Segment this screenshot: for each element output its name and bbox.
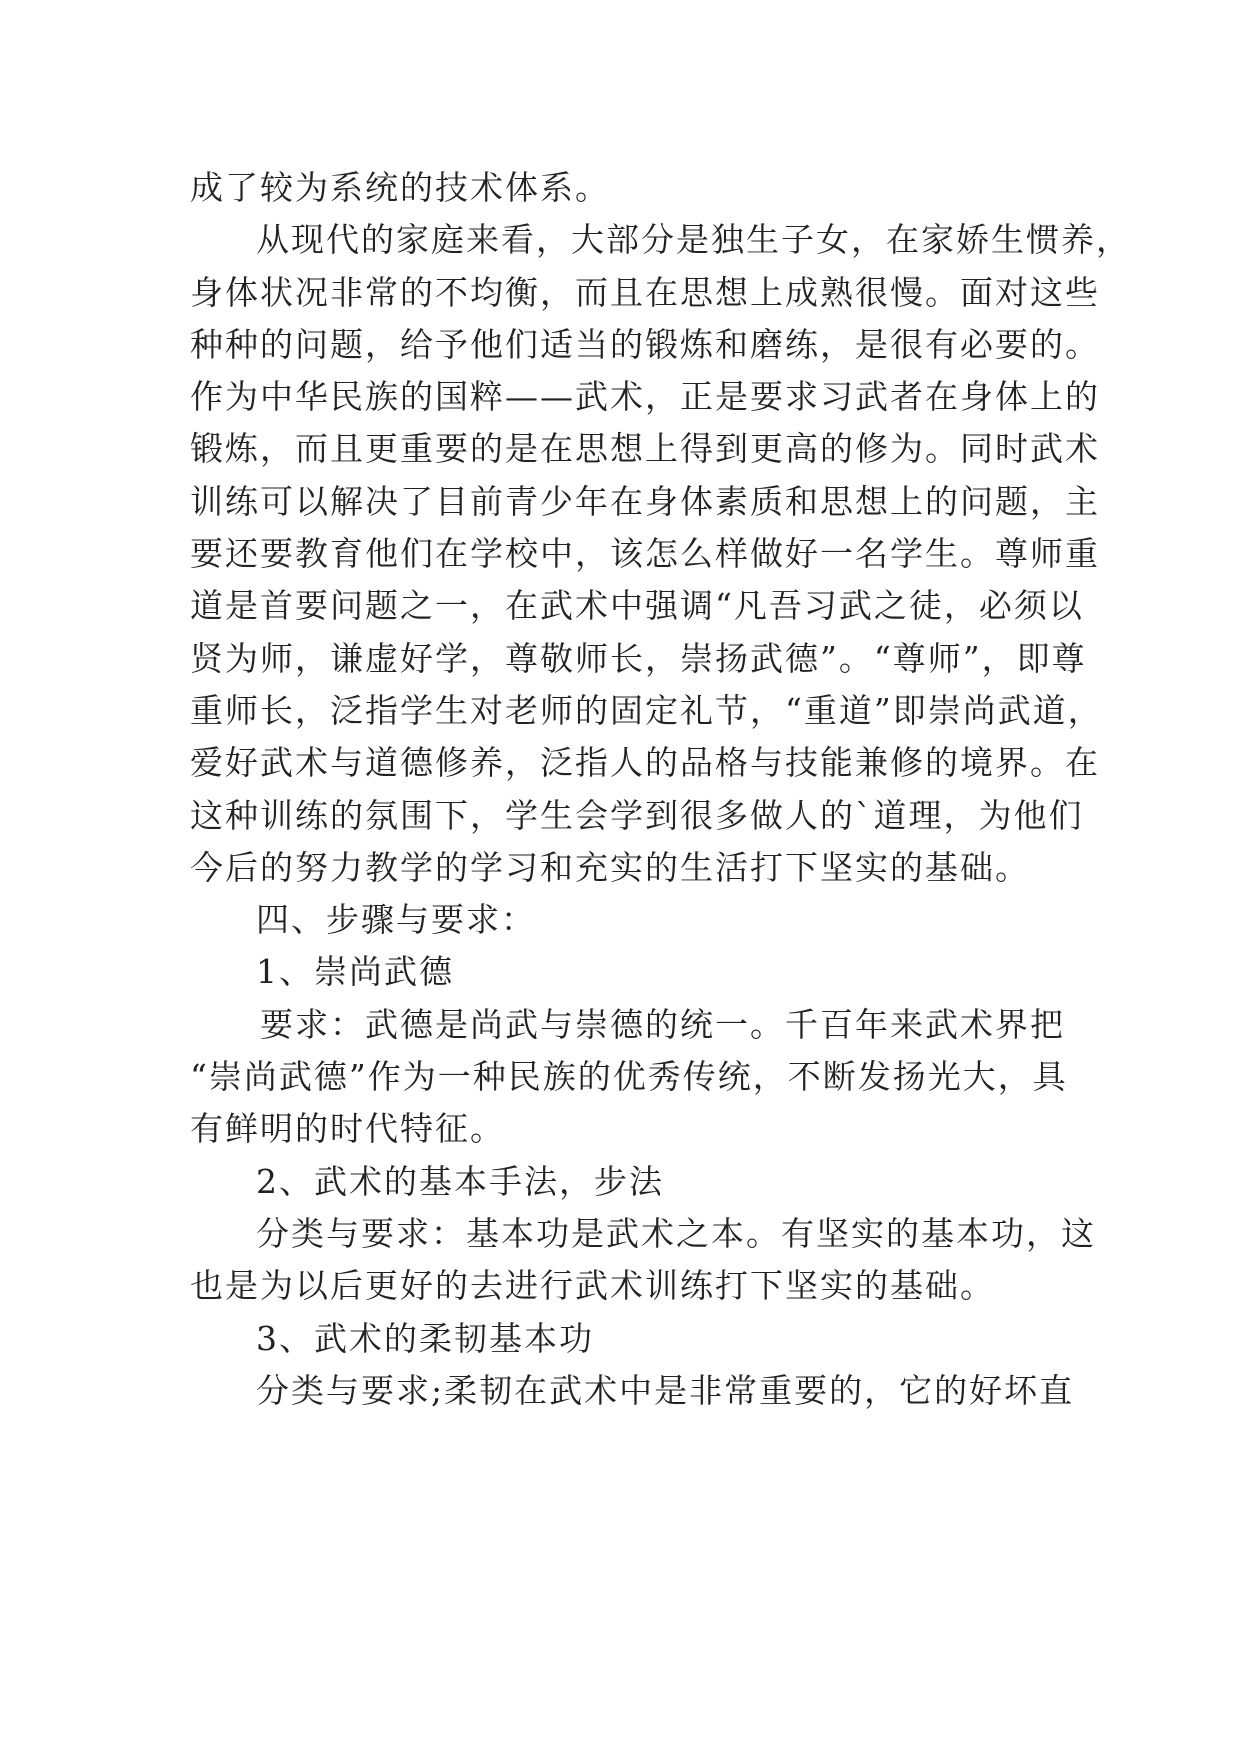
item-heading: 1、崇尚武德: [256, 952, 454, 992]
text-line: 贤为师，谦虚好学，尊敬师长，崇扬武德”。“尊师”，即尊: [190, 638, 1087, 678]
text-line: 身体状况非常的不均衡，而且在思想上成熟很慢。面对这些: [190, 272, 1100, 312]
text-line: 今后的努力教学的学习和充实的生活打下坚实的基础。: [190, 847, 1030, 887]
text-line: “崇尚武德”作为一种民族的优秀传统，不断发扬光大，具: [190, 1057, 1068, 1097]
item-heading: 3、武术的柔韧基本功: [256, 1318, 594, 1358]
text-line: 有鲜明的时代特征。: [190, 1109, 505, 1149]
text-line: 分类与要求：基本功是武术之本。有坚实的基本功，这: [256, 1213, 1096, 1253]
section-heading: 四、步骤与要求：: [256, 900, 536, 940]
item-heading: 2、武术的基本手法，步法: [256, 1161, 664, 1201]
text-line: 种种的问题，给予他们适当的锻炼和磨练，是很有必要的。: [190, 324, 1100, 364]
text-line: 道是首要问题之一，在武术中强调“凡吾习武之徒，必须以: [190, 586, 1084, 626]
text-line: 要求：武德是尚武与崇德的统一。千百年来武术界把: [260, 1004, 1065, 1044]
text-line: 爱好武术与道德修养，泛指人的品格与技能兼修的境界。在: [190, 743, 1100, 783]
text-line: 这种训练的氛围下，学生会学到很多做人的`道理，为他们: [190, 795, 1084, 835]
text-line: 要还要教育他们在学校中，该怎么样做好一名学生。尊师重: [190, 534, 1100, 574]
body-text: [190, 162, 1131, 1417]
text-line: 训练可以解决了目前青少年在身体素质和思想上的问题，主: [190, 481, 1100, 521]
text-line: 重师长，泛指学生对老师的固定礼节，“重道”即崇尚武道，: [190, 690, 1103, 730]
text-line: 锻炼，而且更重要的是在思想上得到更高的修为。同时武术: [190, 429, 1100, 469]
text-line: 从现代的家庭来看，大部分是独生子女，在家娇生惯养，: [256, 220, 1131, 260]
text-line: 分类与要求;柔韧在武术中是非常重要的，它的好坏直: [256, 1370, 1075, 1410]
text-line: 作为中华民族的国粹——武术，正是要求习武者在身体上的: [190, 377, 1100, 417]
text-line: 也是为以后更好的去进行武术训练打下坚实的基础。: [190, 1266, 995, 1306]
text-line: 成了较为系统的技术体系。: [190, 168, 610, 207]
